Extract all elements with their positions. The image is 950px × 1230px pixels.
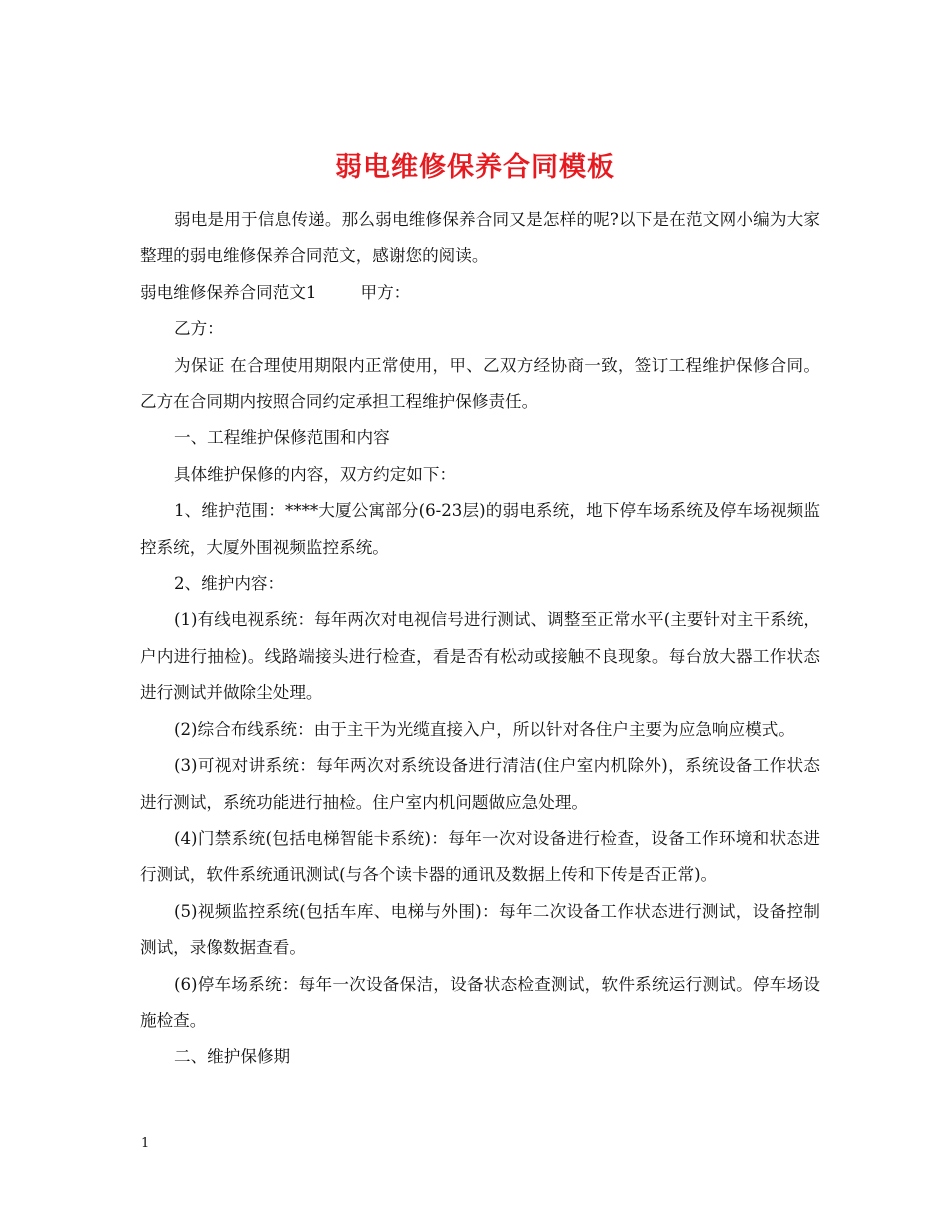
intro-paragraph: 弱电是用于信息传递。那么弱电维修保养合同又是怎样的呢?以下是在范文网小编为大家整理的弱电维修保养合同范文，感谢您的阅读。 bbox=[140, 210, 820, 266]
page-number: 1 bbox=[141, 1136, 150, 1151]
cable-tv-item: (1)有线电视系统：每年两次对电视信号进行测试、调整至正常水平(主要针对主干系统，户内进行抽检)。线路端接头进行检查，看是否有松动或接触不良现象。每台放大器工作状态进行测试并做除尘处理。 bbox=[140, 610, 820, 703]
parking-item: (6)停车场系统：每年一次设备保洁，设备状态检查测试，软件系统运行测试。停车场设施检查。 bbox=[140, 974, 820, 1030]
cabling-item: (2)综合布线系统：由于主干为光缆直接入户，所以针对各住户主要为应急响应模式。 bbox=[174, 719, 795, 739]
document-body bbox=[140, 202, 820, 1076]
party-a-label: 甲方： bbox=[360, 282, 411, 302]
access-control-item: (4)门禁系统(包括电梯智能卡系统)：每年一次对设备进行检查，设备工作环境和状态进行测试，软件系统通讯测试(与各个读卡器的通讯及数据上传和下传是否正常)。 bbox=[140, 828, 820, 885]
party-b-label: 乙方： bbox=[174, 319, 224, 339]
document-title: 弱电维修保养合同模板 bbox=[335, 152, 615, 184]
sample-heading: 弱电维修保养合同范文1 bbox=[140, 282, 317, 302]
intercom-item: (3)可视对讲系统：每年两次对系统设备进行清洁(住户室内机除外)，系统设备工作状态进行测试，系统功能进行抽检。住户室内机问题做应急处理。 bbox=[140, 756, 820, 812]
agreement-paragraph: 具体维护保修的内容，双方约定如下： bbox=[174, 464, 457, 484]
maintenance-content-heading: 2、维护内容： bbox=[174, 574, 285, 594]
sample-heading-line bbox=[140, 275, 820, 311]
maintenance-scope-paragraph: 1、维护范围：****大厦公寓部分(6-23层)的弱电系统，地下停车场系统及停车场视频监控系统，大厦外围视频监控系统。 bbox=[140, 501, 820, 557]
section-heading-scope: 一、工程维护保修范围和内容 bbox=[174, 428, 390, 448]
purpose-paragraph: 为保证 在合理使用期限内正常使用，甲、乙双方经协商一致，签订工程维护保修合同。乙方在合同期内按照合同约定承担工程维护保修责任。 bbox=[140, 355, 820, 412]
video-surveillance-item: (5)视频监控系统(包括车库、电梯与外围)：每年二次设备工作状态进行测试，设备控制测试，录像数据查看。 bbox=[140, 901, 820, 958]
section-heading-period: 二、维护保修期 bbox=[174, 1047, 291, 1067]
